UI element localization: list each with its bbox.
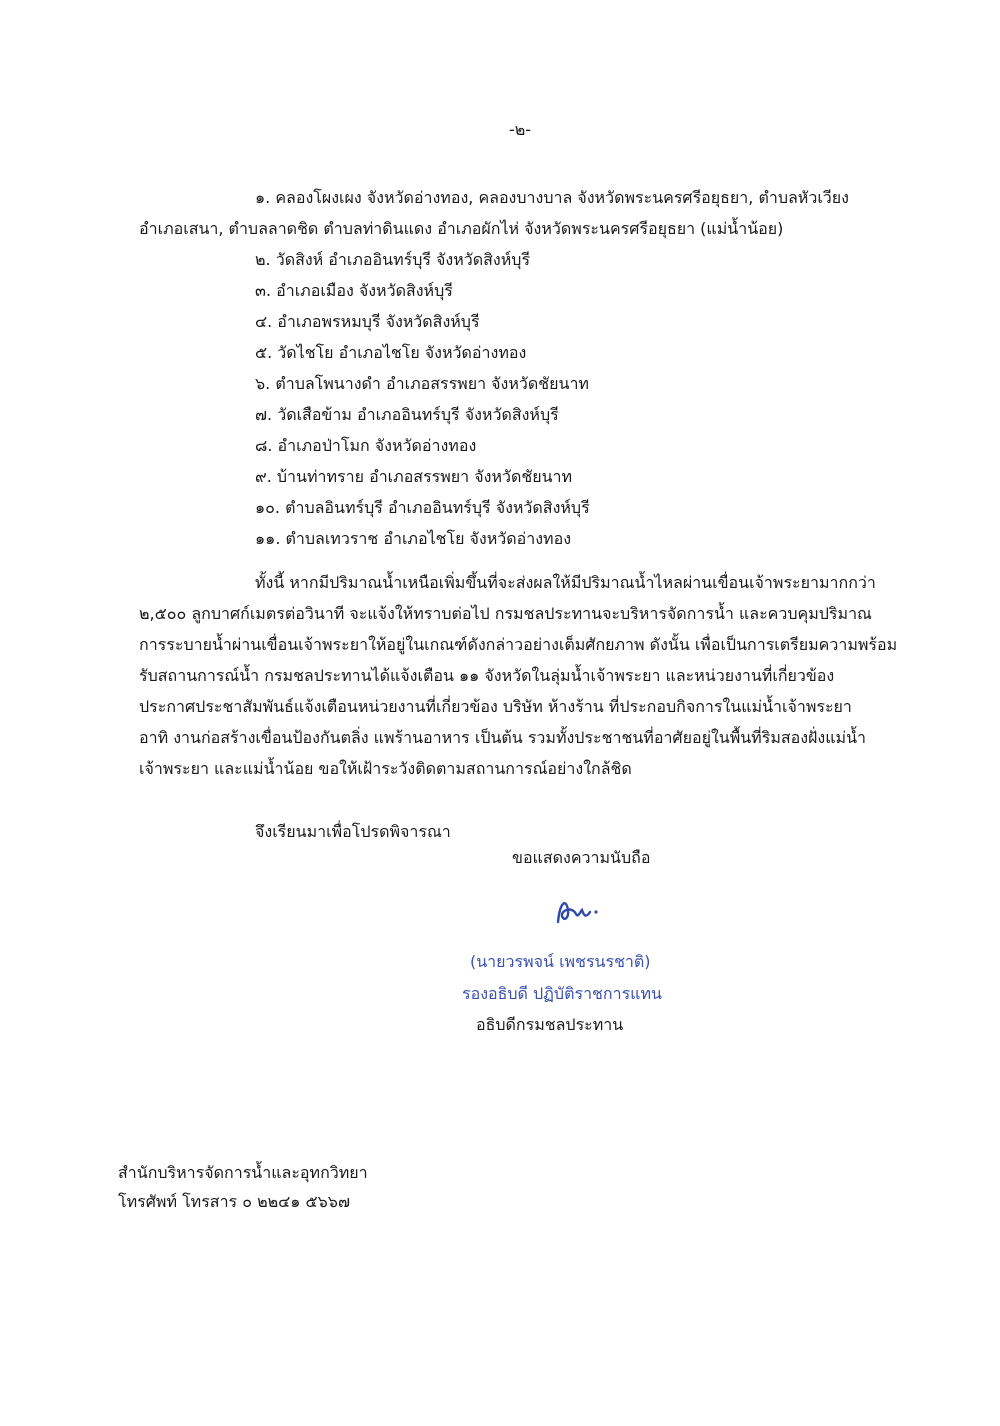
list-item-6: ๖. ตำบลโพนางดำ อำเภอสรรพยา จังหวัดชัยนาท — [255, 374, 589, 393]
list-item-1-line-1: ๑. คลองโผงเผง จังหวัดอ่างทอง, คลองบางบาล จังหวัดพระนครศรีอยุธยา, ตำบลหัวเวียง — [255, 188, 849, 207]
signer-name: (นายวรพจน์ เพชรนรชาติ) — [470, 952, 651, 971]
list-item-11: ๑๑. ตำบลเทวราช อำเภอไชโย จังหวัดอ่างทอง — [255, 529, 572, 548]
list-item-5: ๕. วัดไชโย อำเภอไชโย จังหวัดอ่างทอง — [255, 343, 527, 362]
body-paragraph — [139, 567, 915, 784]
paragraph-line-3: การระบายน้ำผ่านเขื่อนเจ้าพระยาให้อยู่ในเกณฑ์ดังกล่าวอย่างเต็มศักยภาพ ดังนั้น เพื่อเป็นการเตรียมความพร้อม — [139, 635, 898, 654]
list-item-9: ๙. บ้านท่าทราย อำเภอสรรพยา จังหวัดชัยนาท — [255, 467, 573, 486]
page-number: -๒- — [508, 120, 532, 139]
list-item-8: ๘. อำเภอป่าโมก จังหวัดอ่างทอง — [255, 436, 477, 455]
paragraph-line-5: ประกาศประชาสัมพันธ์แจ้งเตือนหน่วยงานที่เกี่ยวข้อง บริษัท ห้างร้าน ที่ประกอบกิจการในแม่น้ำเจ้าพระยา — [139, 697, 852, 716]
list-item-7: ๗. วัดเสือข้าม อำเภออินทร์บุรี จังหวัดสิงห์บุรี — [255, 405, 559, 424]
paragraph-line-4: รับสถานการณ์น้ำ กรมชลประทานได้แจ้งเตือน ๑๑ จังหวัดในลุ่มน้ำเจ้าพระยา และหน่วยงานที่เกี่ยวข้อง — [139, 666, 835, 685]
list-item-1-line-2: อำเภอเสนา, ตำบลลาดชิด ตำบลท่าดินแดง อำเภอผักไห่ จังหวัดพระนครศรีอยุธยา (แม่น้ำน้อย) — [139, 219, 784, 238]
regards-line: ขอแสดงความนับถือ — [512, 848, 651, 867]
signer-title: รองอธิบดี ปฏิบัติราชการแทน — [462, 984, 662, 1003]
paragraph-line-7: เจ้าพระยา และแม่น้ำน้อย ขอให้เฝ้าระวังติดตามสถานการณ์อย่างใกล้ชิด — [139, 759, 632, 778]
footer-phone: โทรศัพท์ โทรสาร ๐ ๒๒๔๑ ๕๖๖๗ — [118, 1192, 350, 1211]
paragraph-line-2: ๒,๕๐๐ ลูกบาศก์เมตรต่อวินาที จะแจ้งให้ทราบต่อไป กรมชลประทานจะบริหารจัดการน้ำ และควบคุมปริมาณ — [139, 604, 872, 623]
signature-icon — [552, 892, 622, 932]
signer-position: อธิบดีกรมชลประทาน — [476, 1015, 624, 1034]
list-item-3: ๓. อำเภอเมือง จังหวัดสิงห์บุรี — [255, 281, 453, 300]
footer-office: สำนักบริหารจัดการน้ำและอุทกวิทยา — [118, 1163, 368, 1182]
paragraph-line-6: อาทิ งานก่อสร้างเขื่อนป้องกันตลิ่ง แพร้านอาหาร เป็นต้น รวมทั้งประชาชนที่อาศัยอยู่ในพื้นที่ริมสองฝั่งแม่น้ำ — [139, 728, 867, 747]
list-item-2: ๒. วัดสิงห์ อำเภออินทร์บุรี จังหวัดสิงห์บุรี — [255, 250, 531, 269]
list-item-10: ๑๐. ตำบลอินทร์บุรี อำเภออินทร์บุรี จังหวัดสิงห์บุรี — [255, 498, 590, 517]
closing-line: จึงเรียนมาเพื่อโปรดพิจารณา — [255, 822, 451, 841]
list-item-4: ๔. อำเภอพรหมบุรี จังหวัดสิงห์บุรี — [255, 312, 480, 331]
paragraph-line-1: ทั้งนี้ หากมีปริมาณน้ำเหนือเพิ่มขึ้นที่จะส่งผลให้มีปริมาณน้ำไหลผ่านเขื่อนเจ้าพระยามากกว่า — [255, 573, 876, 592]
